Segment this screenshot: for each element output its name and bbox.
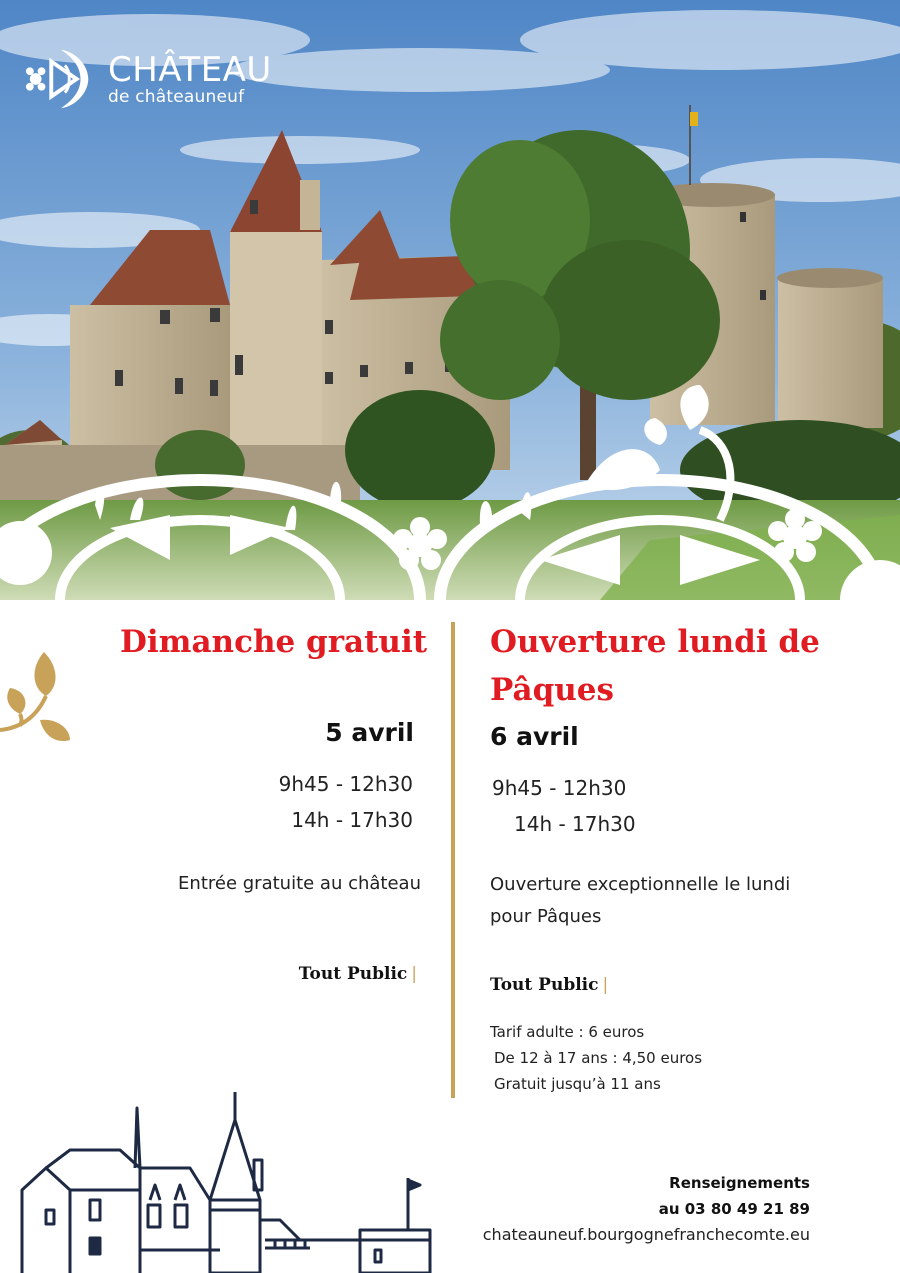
left-audience-label: Tout Public xyxy=(298,964,408,984)
contact-website-link[interactable]: chateauneuf.bourgognefranchecomte.eu xyxy=(482,1225,810,1244)
contact-label: Renseignements xyxy=(669,1174,810,1192)
gold-leaf-ornament-icon xyxy=(0,648,72,748)
logo-line-1: CHÂTEAU xyxy=(108,49,272,90)
left-hours-afternoon: 14h - 17h30 xyxy=(291,808,413,832)
right-column-audience xyxy=(490,975,608,995)
tarif-youth: De 12 à 17 ans : 4,50 euros xyxy=(494,1049,703,1067)
tarif-list xyxy=(490,1019,702,1097)
right-hours-afternoon: 14h - 17h30 xyxy=(514,812,636,836)
left-audience-separator: | xyxy=(411,964,417,984)
contact-phone[interactable]: au 03 80 49 21 89 xyxy=(658,1200,810,1218)
right-column-description xyxy=(490,869,790,933)
chateau-logo-mark-icon xyxy=(22,42,100,116)
tarif-adult: Tarif adulte : 6 euros xyxy=(490,1023,645,1041)
column-divider xyxy=(451,622,455,1098)
logo-line-2: de châteauneuf xyxy=(108,86,245,107)
logo[interactable] xyxy=(22,42,272,116)
right-description-line-2: pour Pâques xyxy=(490,906,602,927)
left-column-title: Dimanche gratuit xyxy=(120,624,428,660)
contact-info xyxy=(483,1170,810,1248)
right-audience-label: Tout Public xyxy=(490,975,599,995)
left-column-hours xyxy=(279,766,413,838)
right-title-line-2: Pâques xyxy=(490,672,614,708)
left-column-audience xyxy=(299,964,417,984)
right-audience-separator: | xyxy=(602,975,609,995)
right-column-date: 6 avril xyxy=(490,722,579,751)
right-description-line-1: Ouverture exceptionnelle le lundi xyxy=(490,874,791,895)
right-column-hours xyxy=(492,770,636,842)
tarif-child: Gratuit jusqu’à 11 ans xyxy=(494,1075,661,1093)
left-column-description: Entrée gratuite au château xyxy=(178,873,421,894)
left-column-date: 5 avril xyxy=(325,718,414,747)
left-hours-morning: 9h45 - 12h30 xyxy=(278,772,413,796)
castle-outline-illustration xyxy=(10,1090,440,1273)
right-column-title xyxy=(490,618,820,714)
right-title-line-1: Ouverture lundi de xyxy=(490,624,820,660)
right-hours-morning: 9h45 - 12h30 xyxy=(492,776,627,800)
hero-photo xyxy=(0,0,900,600)
